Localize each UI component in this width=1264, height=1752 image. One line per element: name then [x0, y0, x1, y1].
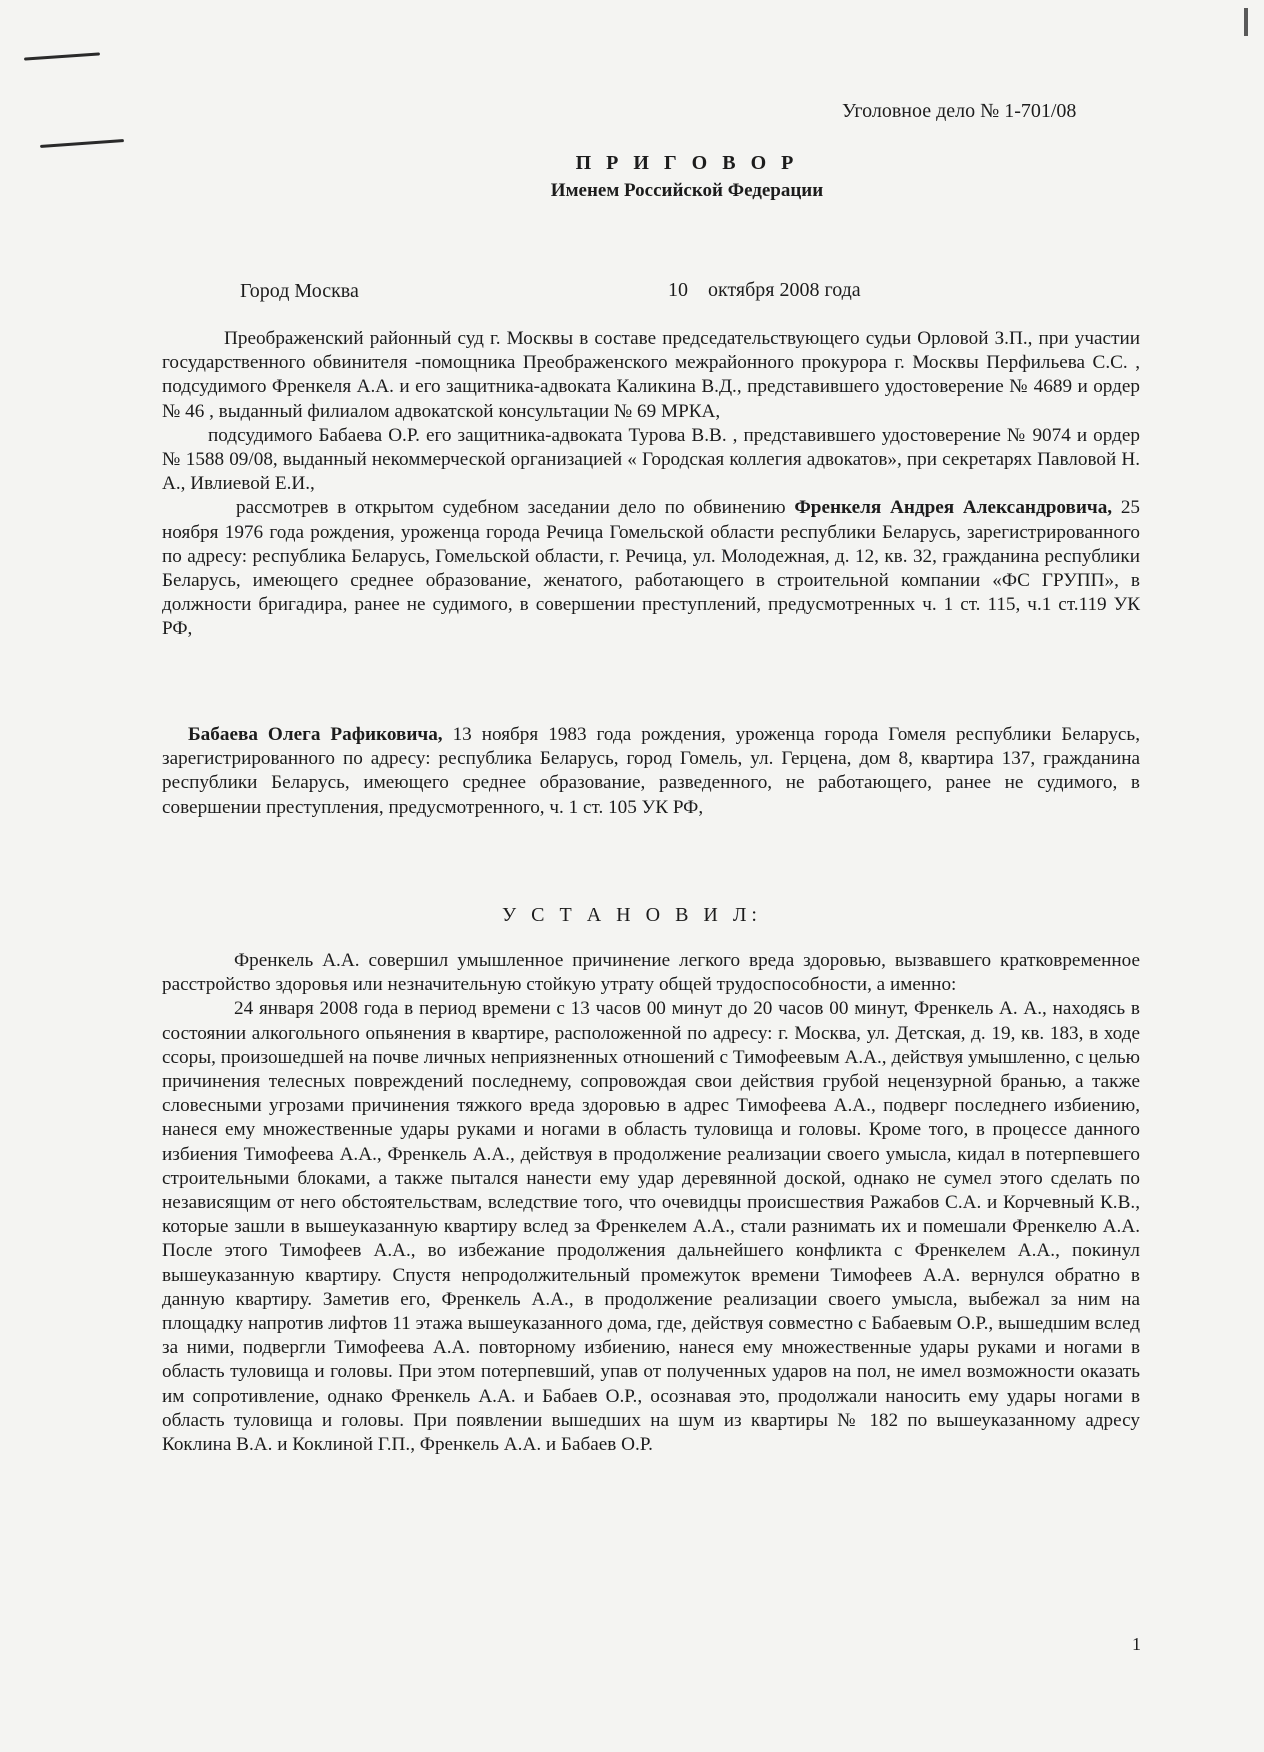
finding-paragraph-2: 24 января 2008 года в период времени с 13 часов 00 минут до 20 часов 00 минут, Френкель А. А., находясь в состоянии алкогольного опьянения в квартире, расположенной по адресу: г. Москва, ул. Детская, д. 19, кв. 183, в ходе ссоры, произошедшей на почве личных неприязненных отношений с Тимофеевым А.А., действуя умышленно, с целью причинения телесных повреждений последнему, сопровождая свои действия грубой нецензурной бранью, а также словесными угрозами причинения тяжкого вреда здоровью в адрес Тимофеева А.А., подверг последнего избиению, нанеся ему множественные удары руками и ногами в область туловища и головы. Кроме того, в процессе данного избиения Тимофеева А.А., Френкель А.А., действуя в продолжение реализации своего умысла, кидал в потерпевшего строительными блоками, а также пытался нанести ему удар деревянной доской, однако не сумел этого сделать по независящим от него обстоятельствам, вследствие того, что очевидцы происшествия Ражабов С.А. и Корчевный К.В., которые зашли в вышеуказанную квартиру вслед за Френкелем А.А., стали разнимать их и помешали Френкелю А.А. После этого Тимофеев А.А., во избежание продолжения дальнейшего конфликта с Френкелем А.А., покинул вышеуказанную квартиру. Спустя непродолжительный промежуток времени Тимофеев А.А. вернулся обратно в данную квартиру. Заметив его, Френкель А.А., в продолжение реализации своего умысла, выбежал за ним на площадку напротив лифтов 11 этажа вышеуказанного дома, где, действуя совместно с Бабаевым О.Р., вышедшим вслед за ними, подвергли Тимофеева А.А. повторному избиению, нанеся ему множественные удары руками и ногами в область туловища и головы. При этом потерпевший, упав от полученных ударов на пол, не имел возможности оказать им сопротивление, однако Френкель А.А. и Бабаев О.Р., осознавая это, продолжали наносить ему удары ногами в область туловища и головы. При появлении вышедших на шум из квартиры № 182 по вышеуказанному адресу Коклина В.А. и Коклиной Г.П., Френкель А.А. и Бабаев О.Р.	[162, 998, 1140, 1456]
defendant-2-text: 13 ноября 1983 года рождения, уроженца города Гомеля республики Беларусь, зарегистрированного по адресу: республика Беларусь, город Гомель, ул. Герцена, дом 8, квартира 137, гражданина республики Беларусь, имеющего среднее образование, разведенного, не работающего, ранее не судимого, в совершении преступления, предусмотренного, ч. 1 ст. 105 УК РФ,	[162, 724, 1140, 818]
city: Город Москва	[240, 280, 359, 302]
date: 10 октября 2008 года	[668, 279, 861, 301]
findings-block	[162, 949, 1140, 1457]
intro-paragraph-2: подсудимого Бабаева О.Р. его защитника-адвоката Турова В.В. , представившего удостоверение № 9074 и ордер № 1588 09/08, выданный некоммерческой организацией « Городская коллегия адвокатов», при секретарях Павловой Н. А., Ивлиевой Е.И.,	[162, 424, 1140, 495]
page-number: 1	[1132, 1634, 1141, 1654]
finding-paragraph: Френкель А.А. совершил умышленное причинение легкого вреда здоровью, вызвавшего кратковременное расстройство здоровья или незначительную стойкую утрату общей трудоспособности, а именно:	[162, 950, 1140, 996]
document-title: П Р И Г О В О Р	[575, 152, 799, 174]
defendant-2-paragraph	[162, 723, 1140, 820]
intro-block	[162, 327, 1140, 642]
intro-paragraph: Преображенский районный суд г. Москвы в составе председательствующего судьи Орловой З.П., при участии государственного обвинителя -помощника Преображенского межрайонного прокурора г. Москвы Перфильева С.С. , подсудимого Френкеля А.А. и его защитника-адвоката Каликина В.Д., представившего удостоверение № 4689 и ордер № 46 , выданный филиалом адвокатской консультации № 69 МРКА,	[162, 328, 1140, 422]
document-subtitle: Именем Российской Федерации	[550, 180, 824, 201]
defendant-1-name: Френкеля Андрея Александровича,	[794, 497, 1113, 519]
edge-mark	[1244, 8, 1248, 36]
section-heading: У С Т А Н О В И Л:	[502, 904, 762, 926]
defendant-1-lead: рассмотрев в открытом судебном заседании дело по обвинению	[236, 497, 795, 519]
case-number: Уголовное дело № 1-701/08	[842, 100, 1077, 122]
staple-mark	[40, 139, 124, 148]
staple-mark	[24, 52, 100, 60]
defendant-1-paragraph	[162, 496, 1140, 641]
defendant-1-text: 25 ноября 1976 года рождения, уроженца города Речица Гомельской области республики Беларусь, зарегистрированного по адресу: республика Беларусь, Гомельской области, г. Речица, ул. Молодежная, д. 12, кв. 32, гражданина республики Беларусь, имеющего среднее образование, женатого, работающего в строительной компании «ФС ГРУПП», в должности бригадира, ранее не судимого, в совершении преступлений, предусмотренных ч. 1 ст. 115, ч.1 ст.119 УК РФ,	[162, 497, 1140, 640]
defendant-2-name: Бабаева Олега Рафиковича,	[188, 724, 443, 745]
defendant-2-block	[162, 723, 1140, 820]
